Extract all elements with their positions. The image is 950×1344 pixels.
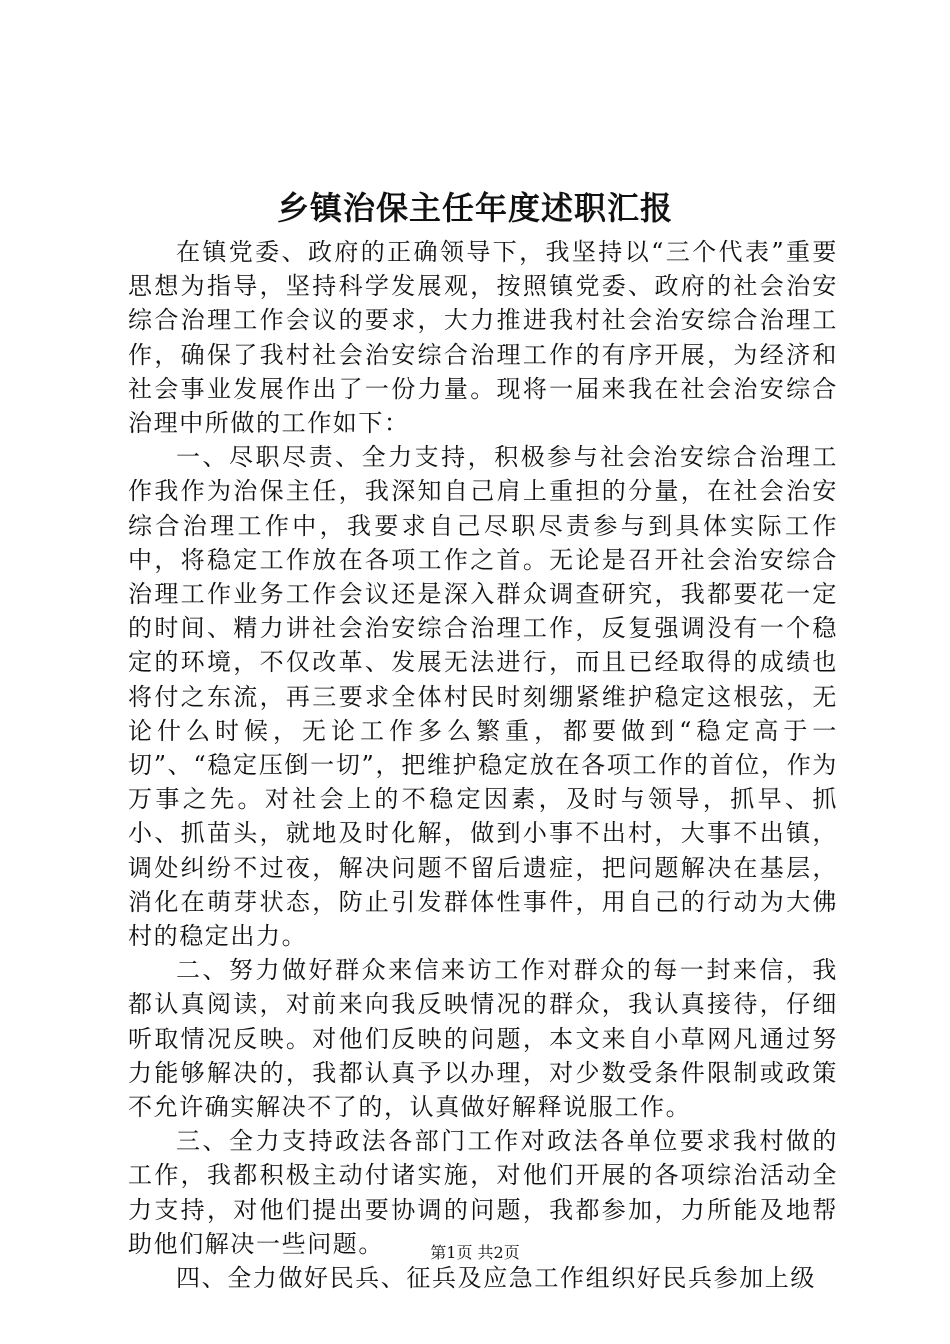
paragraph-section-2: 二、努力做好群众来信来访工作对群众的每一封来信，我都认真阅读，对前来向我反映情况的群众，我认真接待，仔细听取情况反映。对他们反映的问题，本文来自小草网凡通过努力能够解决的，我都认真予以办理，对少数受条件限制或政策不允许确实解决不了的，认真做好解释说服工作。 [128,956,838,1122]
paragraph-section-4: 四、全力做好民兵、征兵及应急工作组织好民兵参加上级 [176,1264,816,1293]
paragraph-section-1: 一、尽职尽责、全力支持，积极参与社会治安综合治理工作我作为治保主任，我深知自己肩上重担的分量，在社会治安综合治理工作中，我要求自己尽职尽责参与到具体实际工作中，将稳定工作放在各项工作之首。无论是召开社会治安综合治理工作业务工作会议还是深入群众调查研究，我都要花一定的时间、精力讲社会治安综合治理工作，反复强调没有一个稳定的环境，不仅改革、发展无法进行，而且已经取得的成绩也将付之东流，再三要求全体村民时刻绷紧维护稳定这根弦，无论什么时候，无论工作多么繁重，都要做到“稳定高于一切”、“稳定压倒一切”，把维护稳定放在各项工作的首位，作为万事之先。对社会上的不稳定因素，及时与领导，抓早、抓小、抓苗头，就地及时化解，做到小事不出村，大事不出镇，调处纠纷不过夜，解决问题不留后遗症，把问题解决在基层，消化在萌芽状态，防止引发群体性事件，用自己的行动为大佛村的稳定出力。 [128,443,838,951]
page-footer: 第1页 共2页 [430,1243,520,1262]
document-body [128,235,838,1295]
document-title: 乡镇治保主任年度述职汇报 [276,189,673,227]
paragraph-intro: 在镇党委、政府的正确领导下，我坚持以“三个代表”重要思想为指导，坚持科学发展观，按照镇党委、政府的社会治安综合治理工作会议的要求，大力推进我村社会治安综合治理工作，确保了我村社会治安综合治理工作的有序开展，为经济和社会事业发展作出了一份力量。现将一届来我在社会治安综合治理中所做的工作如下： [128,238,838,438]
paragraph-section-3: 三、全力支持政法各部门工作对政法各单位要求我村做的工作，我都积极主动付诸实施，对他们开展的各项综治活动全力支持，对他们提出要协调的问题，我都参加，力所能及地帮助他们解决一些问题。 [128,1127,838,1258]
